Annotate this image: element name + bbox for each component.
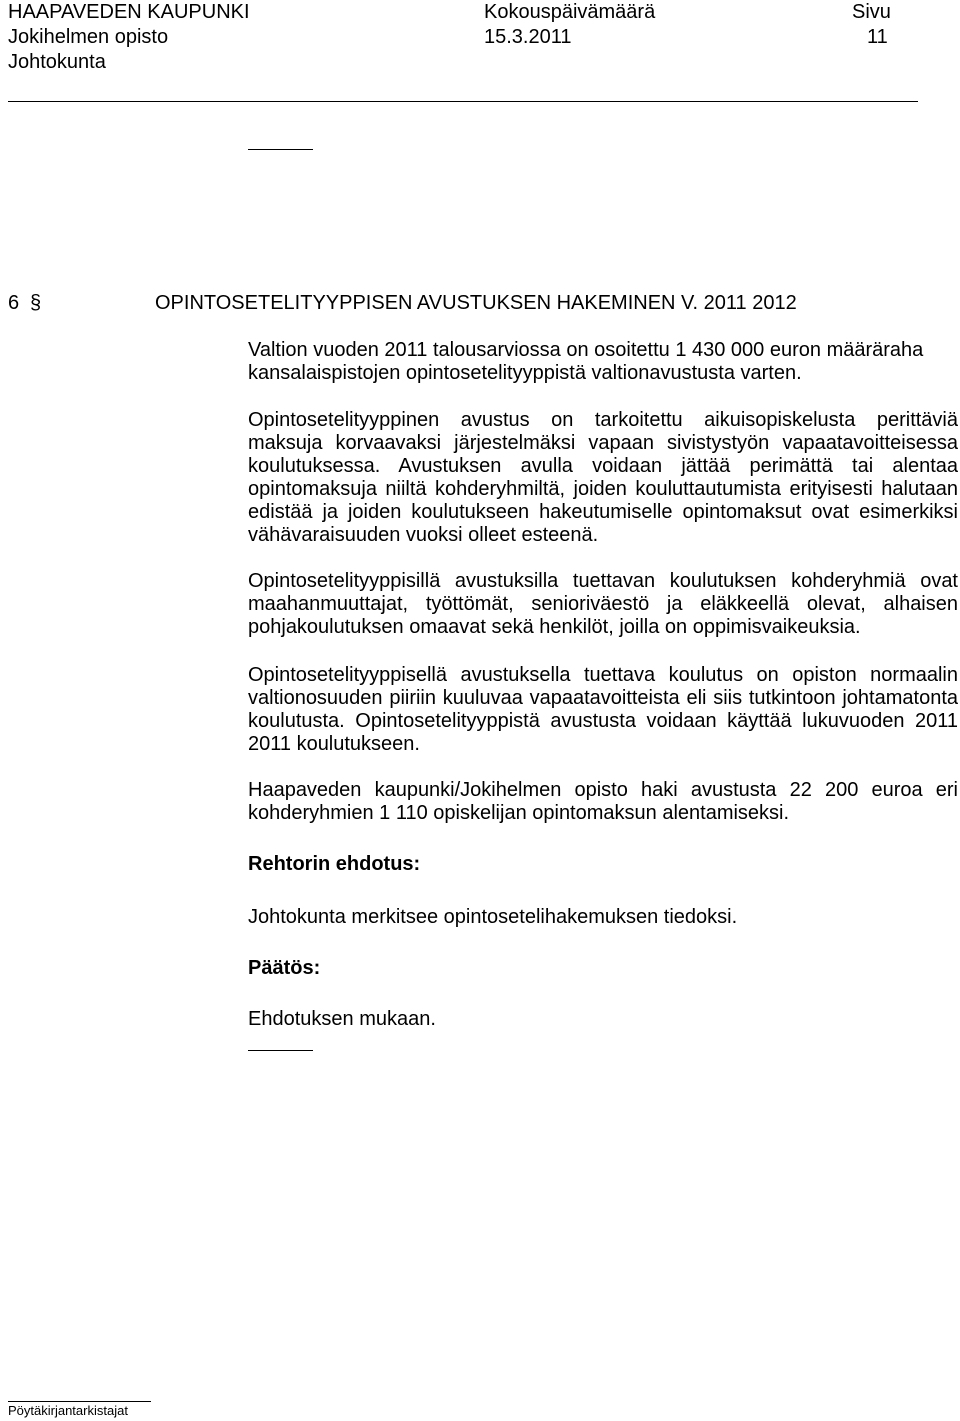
paragraph-purpose: Opintosetelityyppinen avustus on tarkoitettu aikuisopiskelusta perittäviä maksuja korvaavaksi järjestelmäksi vapaan sivistystyön vapaatavoitteisessa koulutuksessa. Avustuksen avulla voidaan jättää perimättä tai alentaa opintomaksuja niiltä kohderyhmiltä, joiden kouluttautumista erityisesti halutaan edistää ja joiden koulutukseen hakeutumiselle opintomaksut ovat esimerkiksi vähävaraisuuden vuoksi olleet esteenä. bbox=[248, 409, 958, 546]
header-institute: Jokihelmen opisto bbox=[8, 26, 169, 48]
header-page bbox=[852, 0, 891, 50]
header-page-number: 11 bbox=[867, 26, 888, 48]
header-city: HAAPAVEDEN KAUPUNKI bbox=[8, 1, 250, 23]
paragraph-target-groups: Opintosetelityyppisillä avustuksilla tuettavan koulutuksen kohderyhmiä ovat maahanmuuttajat, työttömät, senioriväestö ja eläkkeellä olevat, alhaisen pohjakoulutuksen omaavat sekä henkilöt, joilla on oppimisvaikeuksia. bbox=[248, 570, 958, 638]
decision-label: Päätös: bbox=[248, 957, 321, 979]
header-divider bbox=[8, 101, 918, 102]
header-organization bbox=[8, 0, 250, 75]
proposal-label: Rehtorin ehdotus: bbox=[248, 853, 421, 875]
paragraph-application: Haapaveden kaupunki/Jokihelmen opisto haki avustusta 22 200 euroa eri kohderyhmien 1 110 opiskelijan opintomaksun alentamiseksi. bbox=[248, 779, 958, 824]
header-meeting-date bbox=[484, 0, 655, 50]
header-page-label: Sivu bbox=[852, 1, 891, 23]
footer-signature-line bbox=[8, 1401, 151, 1402]
decision-text: Ehdotuksen mukaan. bbox=[248, 1008, 436, 1030]
section-symbol: § bbox=[30, 292, 42, 314]
footer-reviewers-label: Pöytäkirjantarkistajat bbox=[8, 1403, 128, 1418]
paragraph-education-scope: Opintosetelityyppisellä avustuksella tuettava koulutus on opiston normaalin valtionosuuden piiriin kuuluvaa vapaatavoitteista eli siis tutkintoon johtamatonta koulutusta. Opintosetelityyppistä avustusta voidaan käyttää lukuvuoden 2011 2011 koulutukseen. bbox=[248, 664, 958, 755]
section-title: OPINTOSETELITYYPPISEN AVUSTUKSEN HAKEMINEN V. 2011 2012 bbox=[155, 292, 797, 314]
section-number: 6 bbox=[8, 292, 20, 314]
header-date-value: 15.3.2011 bbox=[484, 26, 572, 48]
header-board: Johtokunta bbox=[8, 51, 106, 73]
paragraph-budget: Valtion vuoden 2011 talousarviossa on osoitettu 1 430 000 euron määräraha kansalaispistojen opintosetelityyppistä valtionavustusta varten. bbox=[248, 339, 924, 384]
proposal-text: Johtokunta merkitsee opintosetelihakemuksen tiedoksi. bbox=[248, 906, 738, 928]
header-date-label: Kokouspäivämäärä bbox=[484, 1, 656, 23]
section-start-rule bbox=[248, 149, 313, 150]
section-end-rule bbox=[248, 1050, 313, 1051]
